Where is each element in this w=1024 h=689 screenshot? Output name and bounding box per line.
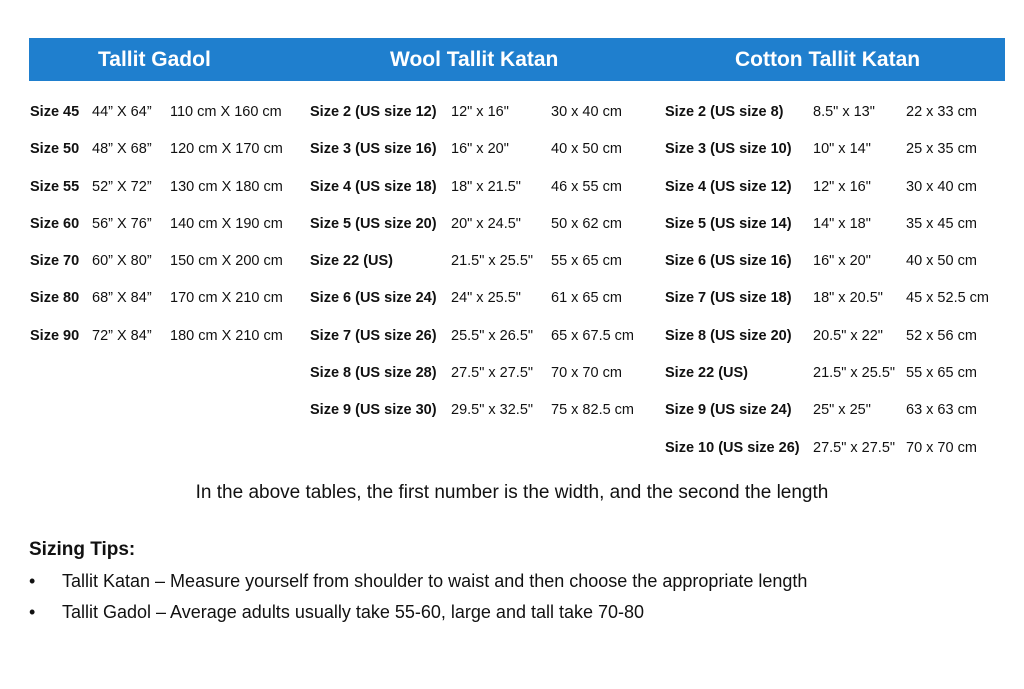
table-row <box>310 395 655 432</box>
cm-cell: 30 x 40 cm <box>551 104 622 120</box>
size-cell: Size 90 <box>30 327 80 344</box>
size-cell: Size 22 (US) <box>310 253 393 270</box>
size-cell: Size 70 <box>30 253 80 270</box>
cm-cell: 130 cm X 180 cm <box>170 178 283 195</box>
tallit-gadol-header: Tallit Gadol <box>98 48 211 71</box>
cm-cell: 61 x 65 cm <box>551 290 622 307</box>
sizing-tips-title: Sizing Tips: <box>29 539 136 560</box>
table-row <box>665 395 1010 432</box>
size-cell: Size 50 <box>30 141 80 158</box>
inches-cell: 20.5" x 22" <box>813 327 883 344</box>
cm-cell: 40 x 50 cm <box>551 141 622 158</box>
inches-cell: 24" x 25.5" <box>451 290 521 307</box>
table-row <box>30 209 300 246</box>
inches-cell: 72” X 84” <box>92 327 152 344</box>
cm-cell: 180 cm X 210 cm <box>170 327 283 344</box>
inches-cell: 16" x 20" <box>813 253 871 270</box>
inches-cell: 60” X 80” <box>92 253 152 270</box>
table-row <box>665 283 1010 320</box>
cm-cell: 22 x 33 cm <box>906 104 977 120</box>
size-cell: Size 2 (US size 12) <box>310 104 437 120</box>
inches-cell: 27.5" x 27.5" <box>451 365 534 382</box>
cm-cell: 150 cm X 200 cm <box>170 253 283 270</box>
tip-item <box>29 571 807 592</box>
size-cell: Size 8 (US size 20) <box>665 327 792 344</box>
table-row <box>665 97 1010 134</box>
bullet: • <box>29 602 36 622</box>
table-row <box>665 358 1010 395</box>
table-row <box>310 246 655 283</box>
cm-cell: 120 cm X 170 cm <box>170 141 283 158</box>
inches-cell: 16" x 20" <box>451 141 509 158</box>
table-row <box>665 172 1010 209</box>
table-row <box>310 172 655 209</box>
cm-cell: 55 x 65 cm <box>551 253 622 270</box>
inches-cell: 25" x 25" <box>813 402 871 419</box>
size-cell: Size 7 (US size 26) <box>310 327 437 344</box>
inches-cell: 8.5" x 13" <box>813 104 875 120</box>
inches-cell: 29.5" x 32.5" <box>451 402 534 419</box>
size-cell: Size 3 (US size 10) <box>665 141 792 158</box>
size-cell: Size 5 (US size 20) <box>310 215 437 232</box>
inches-cell: 56” X 76” <box>92 215 152 232</box>
table-row <box>30 321 300 358</box>
table-row <box>310 358 655 395</box>
cm-cell: 30 x 40 cm <box>906 178 977 195</box>
tip-text: Tallit Katan – Measure yourself from shoulder to waist and then choose the appropriate length <box>62 571 808 591</box>
inches-cell: 21.5" x 25.5" <box>451 253 534 270</box>
inches-cell: 12" x 16" <box>451 104 509 120</box>
size-cell: Size 5 (US size 14) <box>665 215 792 232</box>
table-row <box>310 97 655 134</box>
inches-cell: 68” X 84” <box>92 290 152 307</box>
cm-cell: 46 x 55 cm <box>551 178 622 195</box>
table-row <box>665 209 1010 246</box>
cotton-tallit-katan-header: Cotton Tallit Katan <box>735 48 921 71</box>
cm-cell: 70 x 70 cm <box>551 365 622 382</box>
size-cell: Size 55 <box>30 178 80 195</box>
table-row <box>30 97 300 134</box>
table-row <box>665 246 1010 283</box>
inches-cell: 44” X 64” <box>92 104 152 120</box>
size-cell: Size 2 (US size 8) <box>665 104 784 120</box>
size-cell: Size 45 <box>30 104 80 120</box>
table-row <box>30 246 300 283</box>
size-cell: Size 4 (US size 18) <box>310 178 437 195</box>
inches-cell: 25.5" x 26.5" <box>451 327 534 344</box>
cm-cell: 55 x 65 cm <box>906 365 977 382</box>
table-row <box>310 134 655 171</box>
table-row <box>310 209 655 246</box>
table-row <box>310 283 655 320</box>
cm-cell: 50 x 62 cm <box>551 215 622 232</box>
size-cell: Size 4 (US size 12) <box>665 178 792 195</box>
table-note: In the above tables, the first number is the width, and the second the length <box>195 482 829 503</box>
cm-cell: 110 cm X 160 cm <box>170 104 282 120</box>
cm-cell: 170 cm X 210 cm <box>170 290 283 307</box>
cotton-tallit-katan-table <box>665 97 1010 470</box>
inches-cell: 21.5" x 25.5" <box>813 365 896 382</box>
table-row <box>30 172 300 209</box>
size-cell: Size 10 (US size 26) <box>665 439 800 456</box>
wool-tallit-katan-header: Wool Tallit Katan <box>390 48 559 71</box>
table-row <box>665 321 1010 358</box>
header-bar <box>29 38 1005 81</box>
table-row <box>30 134 300 171</box>
cm-cell: 25 x 35 cm <box>906 141 977 158</box>
size-cell: Size 80 <box>30 290 80 307</box>
inches-cell: 20" x 24.5" <box>451 215 521 232</box>
size-cell: Size 6 (US size 24) <box>310 290 437 307</box>
cm-cell: 63 x 63 cm <box>906 402 977 419</box>
inches-cell: 48” X 68” <box>92 141 152 158</box>
cm-cell: 70 x 70 cm <box>906 439 977 456</box>
inches-cell: 18" x 21.5" <box>451 178 521 195</box>
cm-cell: 40 x 50 cm <box>906 253 977 270</box>
cm-cell: 75 x 82.5 cm <box>551 402 635 419</box>
size-cell: Size 3 (US size 16) <box>310 141 437 158</box>
tallit-gadol-table <box>30 97 300 358</box>
cm-cell: 35 x 45 cm <box>906 215 977 232</box>
cm-cell: 45 x 52.5 cm <box>906 290 990 307</box>
size-cell: Size 22 (US) <box>665 365 748 382</box>
cm-cell: 140 cm X 190 cm <box>170 215 283 232</box>
cm-cell: 65 x 67.5 cm <box>551 327 635 344</box>
table-row <box>30 283 300 320</box>
inches-cell: 52” X 72” <box>92 178 152 195</box>
tip-item <box>29 602 644 623</box>
size-cell: Size 9 (US size 30) <box>310 402 437 419</box>
size-cell: Size 9 (US size 24) <box>665 402 792 419</box>
size-cell: Size 7 (US size 18) <box>665 290 792 307</box>
size-cell: Size 60 <box>30 215 80 232</box>
table-row <box>665 433 1010 470</box>
cm-cell: 52 x 56 cm <box>906 327 977 344</box>
inches-cell: 14" x 18" <box>813 215 871 232</box>
size-cell: Size 8 (US size 28) <box>310 365 437 382</box>
wool-tallit-katan-table <box>310 97 655 433</box>
table-row <box>310 321 655 358</box>
inches-cell: 10" x 14" <box>813 141 871 158</box>
tip-text: Tallit Gadol – Average adults usually take 55-60, large and tall take 70-80 <box>62 602 645 622</box>
bullet: • <box>29 571 36 591</box>
size-cell: Size 6 (US size 16) <box>665 253 792 270</box>
inches-cell: 18" x 20.5" <box>813 290 883 307</box>
table-row <box>665 134 1010 171</box>
inches-cell: 12" x 16" <box>813 178 871 195</box>
inches-cell: 27.5" x 27.5" <box>813 439 896 456</box>
